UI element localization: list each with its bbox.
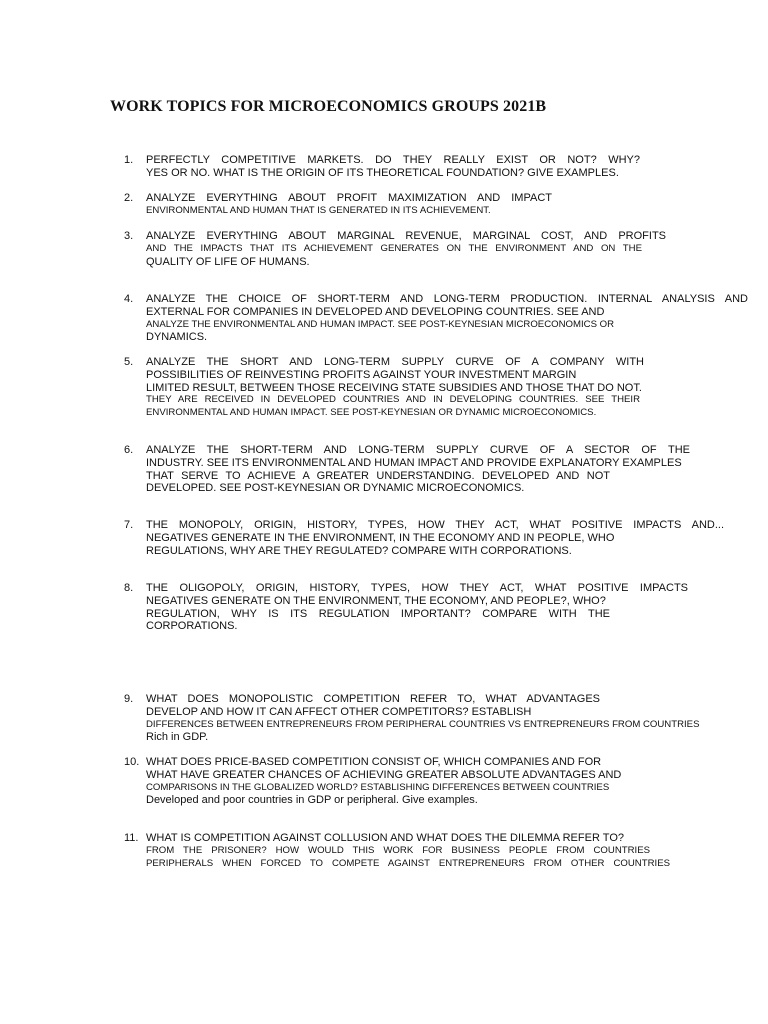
topic-line: REGULATIONS, WHY ARE THEY REGULATED? COMPARE WITH CORPORATIONS. xyxy=(146,544,572,557)
topic-line: Developed and poor countries in GDP or peripheral. Give examples. xyxy=(146,794,478,807)
topic-number: 7. xyxy=(124,519,134,531)
topic-line: QUALITY OF LIFE OF HUMANS. xyxy=(146,255,310,268)
topic-line: CORPORATIONS. xyxy=(146,620,238,633)
topic-line: INDUSTRY. SEE ITS ENVIRONMENTAL AND HUMAN IMPACT AND PROVIDE EXPLANATORY EXAMPLES xyxy=(146,456,682,469)
topic-number: 8. xyxy=(124,582,134,594)
topic-line: THAT SERVE TO ACHIEVE A GREATER UNDERSTANDING. DEVELOPED AND NOT xyxy=(146,469,610,482)
topic-line: ANALYZE THE ENVIRONMENTAL AND HUMAN IMPACT. SEE POST-KEYNESIAN MICROECONOMICS OR xyxy=(146,318,615,330)
topic-number: 5. xyxy=(124,356,134,368)
topic-number: 6. xyxy=(124,444,134,456)
topic-number: 3. xyxy=(124,230,134,242)
topic-line: THE MONOPOLY, ORIGIN, HISTORY, TYPES, HOW THEY ACT, WHAT POSITIVE IMPACTS AND... xyxy=(146,519,724,531)
topic-line: THEY ARE RECEIVED IN DEVELOPED COUNTRIES AND IN DEVELOPING COUNTRIES. SEE THEIR xyxy=(146,394,640,406)
topic-line: DEVELOPED. SEE POST-KEYNESIAN OR DYNAMIC MICROECONOMICS. xyxy=(146,482,525,495)
topic-line: PERIPHERALS WHEN FORCED TO COMPETE AGAINST ENTREPRENEURS FROM OTHER COUNTRIES xyxy=(146,857,670,869)
topic-line: ENVIRONMENTAL AND HUMAN IMPACT. SEE POST-KEYNESIAN OR DYNAMIC MICROECONOMICS. xyxy=(146,407,597,419)
topic-line: ANALYZE EVERYTHING ABOUT PROFIT MAXIMIZATION AND IMPACT xyxy=(146,192,552,204)
topic-number: 9. xyxy=(124,693,134,705)
topic-line: ANALYZE THE CHOICE OF SHORT-TERM AND LONG-TERM PRODUCTION. INTERNAL ANALYSIS AND xyxy=(146,293,748,305)
topic-line: NEGATIVES GENERATE ON THE ENVIRONMENT, THE ECONOMY, AND PEOPLE?, WHO? xyxy=(146,594,606,607)
topic-line: DYNAMICS. xyxy=(146,331,208,344)
topic-line: WHAT DOES PRICE-BASED COMPETITION CONSIST OF, WHICH COMPANIES AND FOR xyxy=(146,756,602,768)
topic-line: DEVELOP AND HOW IT CAN AFFECT OTHER COMPETITORS? ESTABLISH xyxy=(146,705,532,718)
topic-line: ANALYZE THE SHORT AND LONG-TERM SUPPLY CURVE OF A COMPANY WITH xyxy=(146,356,644,368)
topic-line: YES OR NO. WHAT IS THE ORIGIN OF ITS THEORETICAL FOUNDATION? GIVE EXAMPLES. xyxy=(146,166,619,179)
topic-number: 2. xyxy=(124,192,134,204)
topic-line: AND THE IMPACTS THAT ITS ACHIEVEMENT GENERATES ON THE ENVIRONMENT AND ON THE xyxy=(146,242,642,254)
topic-number: 1. xyxy=(124,154,134,166)
topic-line: WHAT DOES MONOPOLISTIC COMPETITION REFER TO, WHAT ADVANTAGES xyxy=(146,693,600,705)
topic-line: DIFFERENCES BETWEEN ENTREPRENEURS FROM PERIPHERAL COUNTRIES VS ENTREPRENEURS FROM COUNTRIES xyxy=(146,718,700,730)
topic-line: NEGATIVES GENERATE IN THE ENVIRONMENT, IN THE ECONOMY AND IN PEOPLE, WHO xyxy=(146,531,615,544)
topic-line: LIMITED RESULT, BETWEEN THOSE RECEIVING STATE SUBSIDIES AND THOSE THAT DO NOT. xyxy=(146,381,642,394)
topic-line: ANALYZE THE SHORT-TERM AND LONG-TERM SUPPLY CURVE OF A SECTOR OF THE xyxy=(146,444,690,456)
topic-number: 10. xyxy=(124,756,140,768)
topic-line: ENVIRONMENTAL AND HUMAN THAT IS GENERATED IN ITS ACHIEVEMENT. xyxy=(146,204,491,216)
topic-line: Rich in GDP. xyxy=(146,731,209,744)
topic-line: REGULATION, WHY IS ITS REGULATION IMPORTANT? COMPARE WITH THE xyxy=(146,607,610,620)
topic-line: ANALYZE EVERYTHING ABOUT MARGINAL REVENUE, MARGINAL COST, AND PROFITS xyxy=(146,230,666,242)
topic-line: FROM THE PRISONER? HOW WOULD THIS WORK FOR BUSINESS PEOPLE FROM COUNTRIES xyxy=(146,844,650,856)
topic-line: WHAT IS COMPETITION AGAINST COLLUSION AND WHAT DOES THE DILEMMA REFER TO? xyxy=(146,832,624,844)
topic-line: EXTERNAL FOR COMPANIES IN DEVELOPED AND DEVELOPING COUNTRIES. SEE AND xyxy=(146,305,605,318)
topic-number: 4. xyxy=(124,293,134,305)
topic-line: POSSIBILITIES OF REINVESTING PROFITS AGAINST YOUR INVESTMENT MARGIN xyxy=(146,368,577,381)
page-title: WORK TOPICS FOR MICROECONOMICS GROUPS 2021B xyxy=(110,98,547,115)
topic-line: THE OLIGOPOLY, ORIGIN, HISTORY, TYPES, HOW THEY ACT, WHAT POSITIVE IMPACTS xyxy=(146,582,688,594)
topic-number: 11. xyxy=(124,832,139,844)
topic-line: WHAT HAVE GREATER CHANCES OF ACHIEVING GREATER ABSOLUTE ADVANTAGES AND xyxy=(146,768,622,781)
topic-line: PERFECTLY COMPETITIVE MARKETS. DO THEY REALLY EXIST OR NOT? WHY? xyxy=(146,154,640,166)
topic-line: COMPARISONS IN THE GLOBALIZED WORLD? ESTABLISHING DIFFERENCES BETWEEN COUNTRIES xyxy=(146,781,610,793)
